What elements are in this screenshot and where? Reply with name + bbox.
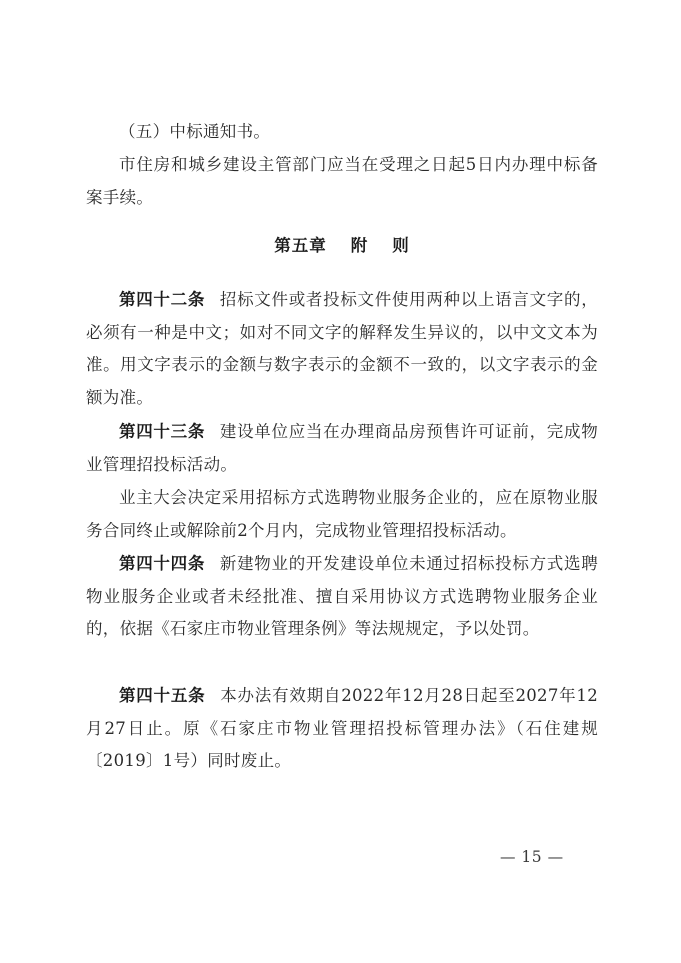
chapter-heading	[86, 232, 598, 260]
article-43-text-2: 业主大会决定采用招标方式选聘物业服务企业的，应在原物业服务合同终止或解除前2个月内，完成物业管理招投标活动。	[86, 488, 598, 540]
article-44-text: 新建物业的开发建设单位未通过招标投标方式选聘物业服务企业或者未经批准、擅自采用协议方式选聘物业服务企业的，依据《石家庄市物业管理条例》等法规规定，予以处罚。	[86, 554, 598, 639]
article-45-text: 本办法有效期自2022年12月28日起至2027年12月27日止。原《石家庄市物业管理招投标管理办法》（石住建规〔2019〕1号）同时废止。	[86, 686, 598, 771]
article-42-text: 招标文件或者投标文件使用两种以上语言文字的，必须有一种是中文；如对不同文字的解释发生异议的，以中文文本为准。用文字表示的金额与数字表示的金额不一致的，以文字表示的金额为准。	[86, 290, 598, 408]
article-42-label: 第四十二条	[119, 290, 206, 309]
article-42-paragraph	[86, 284, 598, 415]
article-43-paragraph	[86, 416, 598, 481]
registration-text: 市住房和城乡建设主管部门应当在受理之日起5日内办理中标备案手续。	[86, 155, 598, 207]
chapter-title-part2: 则	[392, 236, 410, 255]
item-five-text: （五）中标通知书。	[119, 122, 271, 141]
page-number: — 15 —	[500, 848, 564, 866]
item-five-paragraph	[86, 116, 598, 149]
article-43-text: 建设单位应当在办理商品房预售许可证前，完成物业管理招投标活动。	[86, 422, 598, 474]
article-43-paragraph-2	[86, 482, 598, 547]
article-45-paragraph	[86, 680, 598, 778]
article-45-label: 第四十五条	[119, 686, 206, 705]
article-43-label: 第四十三条	[119, 422, 206, 441]
article-44-paragraph	[86, 548, 598, 646]
chapter-title-part1: 附	[350, 236, 369, 255]
article-44-label: 第四十四条	[119, 554, 206, 573]
registration-paragraph	[86, 149, 598, 214]
chapter-number: 第五章	[274, 236, 327, 255]
